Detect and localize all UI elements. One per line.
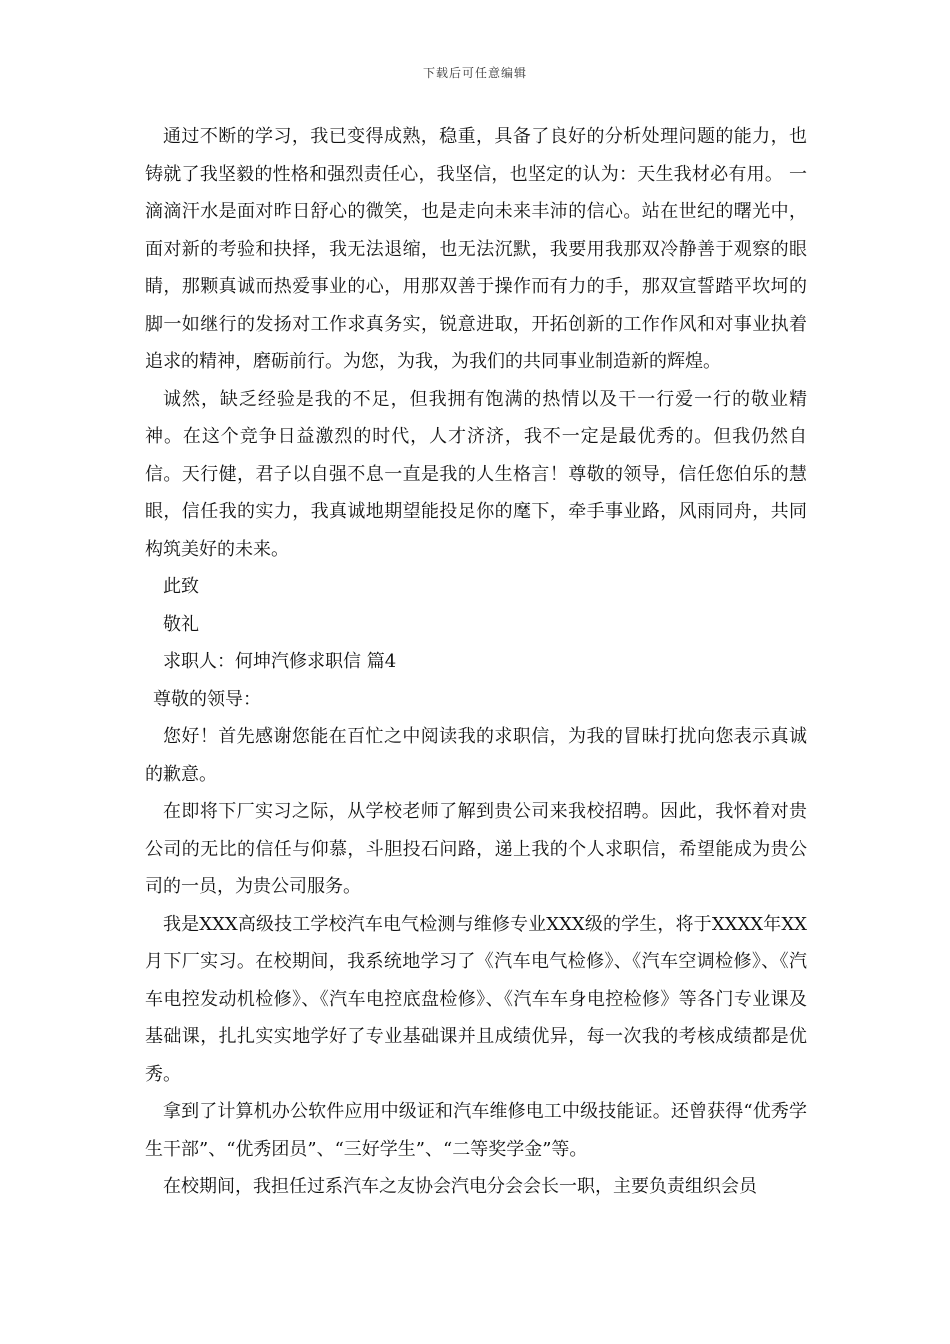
paragraph-4: 在即将下厂实习之际，从学校老师了解到贵公司来我校招聘。因此，我怀着对贵公司的无比的信任与仰慕，斗胆投石问路，递上我的个人求职信，希望能成为贵公司的一员，为贵公司服务。 — [145, 801, 807, 897]
paragraph-2: 诚然，缺乏经验是我的不足，但我拥有饱满的热情以及干一行爱一行的敬业精神。在这个竞争日益激烈的时代，人才济济，我不一定是最优秀的。但我仍然自信。天行健，君子以自强不息一直是我的人生格言！尊敬的领导，信任您伯乐的慧眼，信任我的实力，我真诚地期望能投足你的麾下，牵手事业路，风雨同舟，共同构筑美好的未来。 — [145, 388, 807, 560]
paragraph-7: 在校期间，我担任过系汽车之友协会汽电分会会长一职，主要负责组织会员 — [163, 1176, 757, 1197]
salutation-line: 尊敬的领导： — [153, 688, 261, 710]
closing-line-1: 此致 — [163, 576, 199, 597]
document-body — [145, 118, 807, 1206]
page-header: 下载后可任意编辑 — [422, 66, 527, 80]
paragraph-5: 我是XXX高级技工学校汽车电气检测与维修专业XXX级的学生，将于XXXX年XX月下厂实习。在校期间，我系统地学习了《汽车电气检修》、《汽车空调检修》、《汽车电控发动机检修》、《汽车电控底盘检修》、《汽车车身电控检修》等各门专业课及基础课，扎扎实实地学好了专业基础课并且成绩优异，每一次我的考核成绩都是优秀。 — [145, 913, 807, 1085]
paragraph-1: 通过不断的学习，我已变得成熟，稳重，具备了良好的分析处理问题的能力，也铸就了我坚毅的性格和强烈责任心，我坚信，也坚定的认为：天生我材必有用。 一滴滴汗水是面对昨日舒心的微笑，也是走向未来丰沛的信心。站在世纪的曙光中，面对新的考验和抉择，我无法退缩，也无法沉默，我要用我那双冷静善于观察的眼睛，那颗真诚而热爱事业的心，用那双善于操作而有力的手，那双宣誓踏平坎坷的脚一如继行的发扬对工作求真务实，锐意进取，开拓创新的工作作风和对事业执着追求的精神，磨砺前行。为您，为我，为我们的共同事业制造新的辉煌。 — [145, 126, 807, 372]
paragraph-6: 拿到了计算机办公软件应用中级证和汽车维修电工中级技能证。还曾获得“优秀学生干部”、“优秀团员”、“三好学生”、“二等奖学金”等。 — [145, 1101, 807, 1160]
closing-line-2: 敬礼 — [163, 613, 199, 635]
signature-line: 求职人：何坤汽修求职信 篇4 — [163, 651, 397, 672]
paragraph-3: 您好！首先感谢您能在百忙之中阅读我的求职信，为我的冒昧打扰向您表示真诚的歉意。 — [145, 726, 807, 785]
